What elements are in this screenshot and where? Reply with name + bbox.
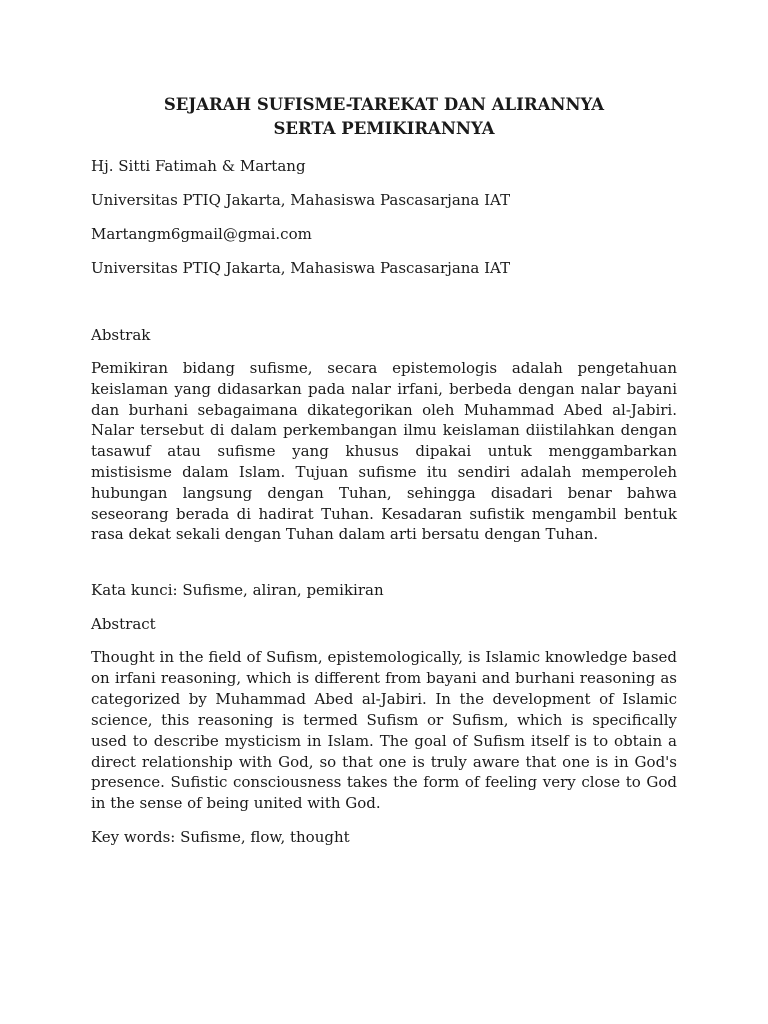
title-line-1: SEJARAH SUFISME-TAREKAT DAN ALIRANNYA <box>163 95 605 114</box>
affiliation-2: Universitas PTIQ Jakarta, Mahasiswa Pascasarjana IAT <box>91 259 511 277</box>
document-title <box>91 93 677 141</box>
title-line-2: SERTA PEMIKIRANNYA <box>273 119 495 138</box>
email-address: Martangm6gmail@gmai.com <box>91 225 312 243</box>
kata-kunci: Kata kunci: Sufisme, aliran, pemikiran <box>91 581 384 599</box>
abstrak-body: Pemikiran bidang sufisme, secara epistemologis adalah pengetahuan keislaman yang didasarkan pada nalar irfani, berbeda dengan nalar bayani dan burhani sebagaimana dikategorikan oleh Muhammad Abed al-Jabiri. Nalar tersebut di dalam perkembangan ilmu keislaman diistilahkan dengan tasawuf atau sufisme yang khusus dipakai untuk menggambarkan mistisisme dalam Islam. Tujuan sufisme itu sendiri adalah memperoleh hubungan langsung dengan Tuhan, sehingga disadari benar bahwa seseorang berada di hadirat Tuhan. Kesadaran sufistik mengambil bentuk rasa dekat sekali dengan Tuhan dalam arti bersatu dengan Tuhan. <box>91 359 677 544</box>
abstract-heading: Abstract <box>91 615 156 633</box>
abstract-body: Thought in the field of Sufism, epistemologically, is Islamic knowledge based on irfani reasoning, which is different from bayani and burhani reasoning as categorized by Muhammad Abed al-Jabiri. In the development of Islamic science, this reasoning is termed Sufism or Sufism, which is specifically used to describe mysticism in Islam. The goal of Sufism itself is to obtain a direct relationship with God, so that one is truly aware that one is in God's presence. Sufistic consciousness takes the form of feeling very close to God in the sense of being united with God. <box>91 648 677 813</box>
abstrak-heading: Abstrak <box>91 326 151 344</box>
affiliation-1: Universitas PTIQ Jakarta, Mahasiswa Pascasarjana IAT <box>91 191 511 209</box>
key-words: Key words: Sufisme, flow, thought <box>91 828 350 846</box>
authors: Hj. Sitti Fatimah & Martang <box>91 157 306 175</box>
